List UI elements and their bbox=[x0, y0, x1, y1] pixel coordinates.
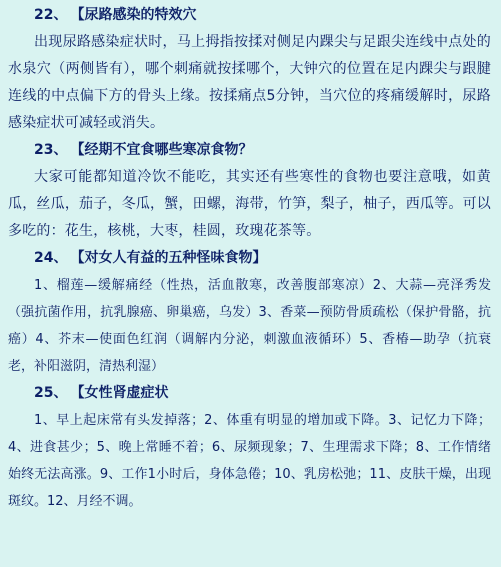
section-22 bbox=[8, 2, 491, 137]
section-number: 25、 bbox=[34, 385, 68, 401]
section-title: 【对女人有益的五种怪味食物】 bbox=[77, 250, 267, 266]
section-body: 1、早上起床常有头发掉落；2、体重有明显的增加或下降。3、记忆力下降；4、进食甚少；5、晚上常睡不着；6、尿频现象；7、生理需求下降；8、工作情绪始终无法高涨。9、工作1小时后，身体急倦；10、乳房松弛；11、皮肤干燥，出现斑纹。12、月经不调。 bbox=[8, 413, 491, 509]
section-body: 大家可能都知道冷饮不能吃，其实还有些寒性的食物也要注意哦，如黄瓜，丝瓜，茄子，冬瓜，蟹，田螺，海带，竹笋，梨子，柚子，西瓜等。可以多吃的：花生，核桃，大枣，桂圆，玫瑰花茶等。 bbox=[8, 169, 491, 239]
section-body: 1、榴莲—缓解痛经（性热，活血散寒，改善腹部寒凉）2、大蒜—亮泽秀发（强抗菌作用，抗乳腺癌、卵巢癌，乌发）3、香菜—预防骨质疏松（保护骨骼，抗癌）4、芥末—使面色红润（调解内分泌，刺激血液循环）5、香椿—助孕（抗衰老，补阳滋阴，清热利湿） bbox=[8, 278, 491, 374]
section-24 bbox=[8, 245, 491, 380]
section-number: 24、 bbox=[34, 250, 68, 266]
section-heading bbox=[8, 137, 491, 164]
section-number: 22、 bbox=[34, 7, 68, 23]
section-title: 【尿路感染的特效穴 bbox=[77, 7, 197, 23]
section-25 bbox=[8, 380, 491, 515]
section-title: 【经期不宜食哪些寒凉食物？ bbox=[77, 142, 253, 158]
section-23 bbox=[8, 137, 491, 245]
section-body: 出现尿路感染症状时，马上拇指按揉对侧足内踝尖与足跟尖连线中点处的水泉穴（两侧皆有），哪个刺痛就按揉哪个，大钟穴的位置在足内踝尖与跟腱连线的中点偏下方的骨头上缘。按揉痛点5分钟，当穴位的疼痛缓解时，尿路感染症状可减轻或消失。 bbox=[8, 34, 491, 131]
section-title: 【女性肾虚症状 bbox=[77, 385, 169, 401]
section-number: 23、 bbox=[34, 142, 68, 158]
section-heading bbox=[8, 2, 491, 29]
section-heading bbox=[8, 380, 491, 407]
section-heading bbox=[8, 245, 491, 272]
